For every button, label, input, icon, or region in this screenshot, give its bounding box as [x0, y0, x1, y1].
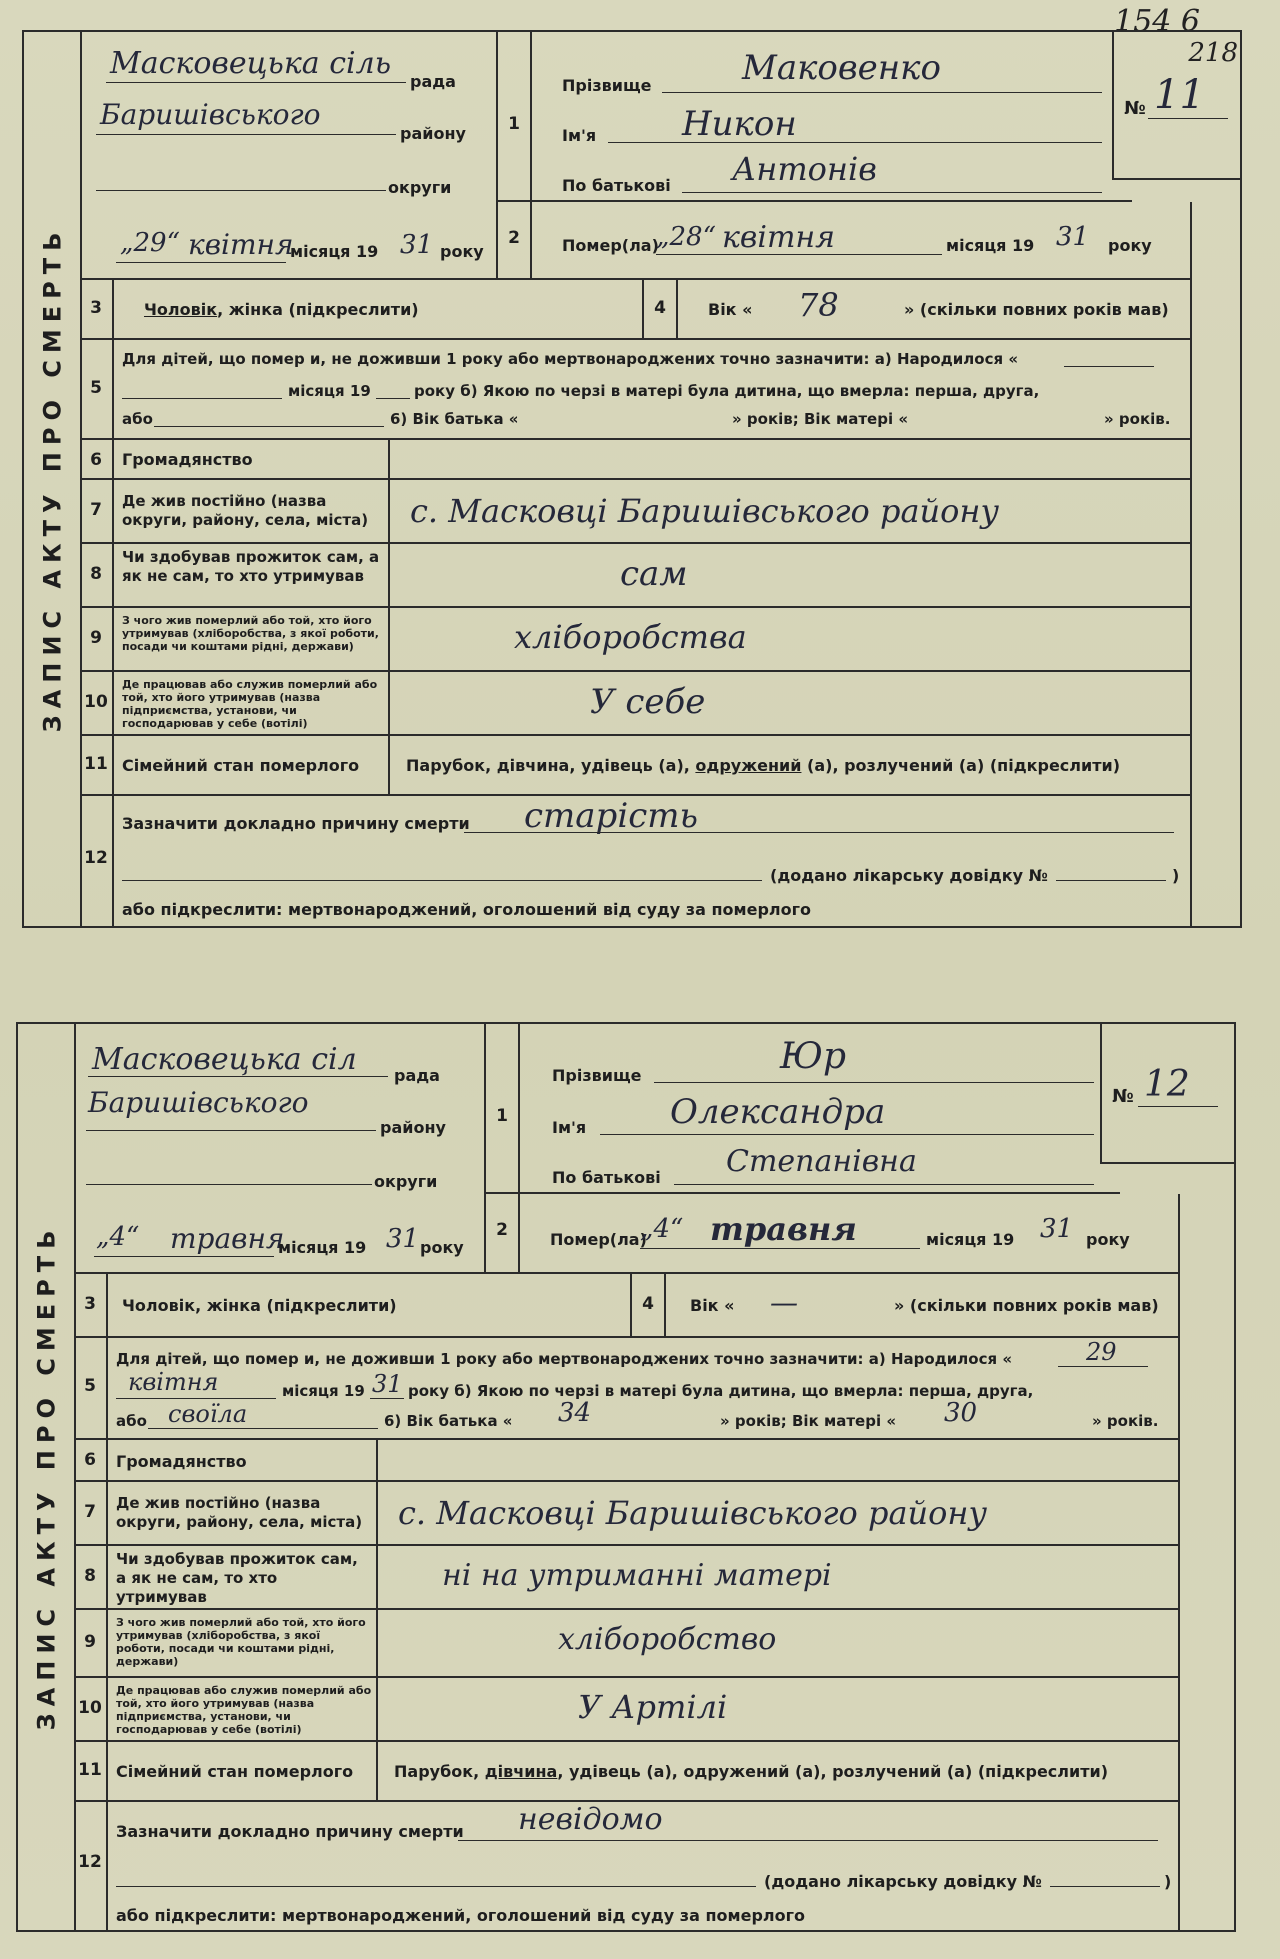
age-value: 78	[798, 286, 839, 324]
page-subnumber: 218	[1188, 38, 1238, 68]
death-month: квітня	[722, 220, 836, 255]
reg-date-year: 31	[400, 230, 434, 260]
death-day: „28“	[656, 222, 716, 252]
residence-row	[378, 1482, 1180, 1546]
workplace-value: У себе	[590, 682, 706, 722]
citizenship-value	[390, 440, 1192, 480]
children-row: Для дітей, що помер и, не доживши 1 року або мертвонароджених точно зазначити: а) Народилося « 29 квітня місяця 19 31 року б) Якою по черзі в матері була дитина, що вмерла: перша, друга, або своїла 6) Вік батька « 34 » років; Вік матері « 30 » років.	[108, 1338, 1180, 1440]
record-number: 11	[1154, 72, 1205, 118]
death-record-form-2: ЗАПИС АКТУ ПРО СМЕРТЬ Масковецька сіл рада Баришівського району округи „4“ травня місяця 19 31 року 1 2 Прізвище Юр Ім'я Олександра По батькові Степанівна № 12 Помер(ла) „4“ травня місяця 19 31 року 3 Чоловік, жінка (підкреслити) 4 Вік « — » (скільки повних років мав) 5 Для дітей, що помер и, не доживши 1 року або мертвонароджених точно зазначити: а) Народилося « 29 квітня місяця 19 31 року б) Якою по черзі в матері була дитина, що вмерла: перша, друга, або своїла 6) Вік батька « 34 » років; Вік матері « 30 » років. 6 Громадянство 7 Де жив постійно (назва округи, району, села, міста) с. Масковці Баришівського району 8 Чи здобував прожиток сам, а як не сам, то хто утримував ні на утриманні матері 9 З чого жив померлий або той, хто його утримував (хліборобства, з якої роботи, посади чи коштами рідні, держави) хліборобство 10 Де працював або служив померлий або той, хто його утримував (назва підприємства, установи, чи господарював у себе (вотілі) У Артілі 11 Сімейний стан померлого Парубок, дівчина, удівець (а), одружений (а), розлучений (а) (підкреслити) 12 Зазначити докладно причину смерти невідомо (додано лікарську довідку № ) або підкреслити: мертвонароджений, оголошений від суду за померлого	[16, 1022, 1236, 1932]
cause-row: Зазначити докладно причину смерти невідомо (додано лікарську довідку № ) або підкреслити: мертвонароджений, оголошений від суду за померлого	[108, 1802, 1180, 1932]
reg-date-day: „4“	[96, 1222, 140, 1252]
source-value: хліборобства	[514, 618, 747, 656]
workplace-row	[390, 672, 1192, 736]
name-block: Прізвище Маковенко Ім'я Никон По батькові Антонів	[532, 32, 1132, 202]
death-record-form-1: ЗАПИС АКТУ ПРО СМЕРТЬ Масковецька сіль рада Баришівського району округи „29“ квітня місяця 19 31 року 1 2 Прізвище Маковенко Ім'я Никон По батькові Антонів № 11 Помер(ла) „28“ квітня місяця 19 31 року 3 Чоловік, жінка (підкреслити) 4 Вік « 78 » (скільки повних років мав) 5 Для дітей, що помер и, не доживши 1 року або мертвонароджених точно зазначити: а) Народилося « місяця 19 року б) Якою по черзі в матері була дитина, що вмерла: перша, друга, або 6) Вік батька « » років; Вік матері « » років. 6 Громадянство 7 Де жив постійно (назва округи, району, села, міста) с. Масковці Баришівського району 8 Чи здобував прожиток сам, а як не сам, то хто утримував сам 9 З чого жив померлий або той, хто його утримував (хліборобства, з якої роботи, посади чи коштами рідні, держави) хліборобства 10 Де працював або служив померлий або той, хто його утримував (назва підприємства, установи, чи господарював у себе (вотілі) У себе 11 Сімейний стан померлого Парубок, дівчина, удівець (а), одружений (а), розлучений (а) (підкреслити) 12 Зазначити докладно причину смерти старість (додано лікарську довідку № ) або підкреслити: мертвонароджений, оголошений від суду за померлого	[22, 30, 1242, 928]
cause-value: невідомо	[518, 1802, 663, 1837]
surname-value: Юр	[780, 1036, 847, 1077]
livelihood-row	[378, 1546, 1180, 1610]
reg-date-month: травня	[170, 1222, 285, 1255]
children-row: Для дітей, що помер и, не доживши 1 року або мертвонароджених точно зазначити: а) Народилося « місяця 19 року б) Якою по черзі в матері була дитина, що вмерла: перша, друга, або 6) Вік батька « » років; Вік матері « » років.	[114, 340, 1192, 440]
age-row: Вік « 78 » (скільки повних років мав)	[678, 280, 1192, 340]
district-value: Баришівського	[100, 98, 321, 131]
name-block: Прізвище Юр Ім'я Олександра По батькові Степанівна	[520, 1024, 1120, 1194]
workplace-value: У Артілі	[578, 1688, 728, 1726]
source-row	[390, 608, 1192, 672]
livelihood-row	[390, 544, 1192, 608]
death-year: 31	[1040, 1214, 1074, 1244]
reg-date-year: 31	[386, 1224, 420, 1254]
residence-row	[390, 480, 1192, 544]
sex-row: Чоловік, жінка (підкреслити)	[108, 1274, 632, 1338]
name-value: Никон	[682, 104, 797, 144]
workplace-row	[378, 1678, 1180, 1742]
record-number: 12	[1144, 1064, 1190, 1105]
side-title: ЗАПИС АКТУ ПРО СМЕРТЬ	[24, 32, 82, 926]
council-value: Масковецька сіл	[92, 1042, 357, 1077]
cause-value: старість	[524, 796, 698, 836]
death-day: „4“	[640, 1214, 684, 1244]
residence-value: с. Масковці Баришівського району	[410, 492, 1000, 530]
death-date-row: Помер(ла) „4“ травня місяця 19 31 року	[520, 1194, 1180, 1274]
page-number: 154 6	[1114, 4, 1200, 39]
child-order: своїла	[168, 1400, 248, 1428]
born-month: квітня	[128, 1368, 219, 1396]
patronymic-value: Антонів	[732, 150, 877, 188]
age-row: Вік « — » (скільки повних років мав)	[666, 1274, 1180, 1338]
death-year: 31	[1056, 222, 1090, 252]
registration-block: Масковецька сіль рада Баришівського району округи „29“ квітня місяця 19 31 року	[80, 32, 498, 280]
cause-row: Зазначити докладно причину смерти старість (додано лікарську довідку № ) або підкреслити: мертвонароджений, оголошений від суду за померлого	[114, 796, 1192, 928]
record-number-box: № 12	[1100, 1024, 1236, 1164]
marital-row: Парубок, дівчина, удівець (а), одружений (а), розлучений (а) (підкреслити)	[390, 736, 1192, 796]
registration-block: Масковецька сіл рада Баришівського району округи „4“ травня місяця 19 31 року	[74, 1024, 486, 1274]
reg-date-day: „29“	[120, 228, 180, 258]
age-value: —	[770, 1286, 798, 1319]
citizenship-value	[378, 1440, 1180, 1482]
residence-value: с. Масковці Баришівського району	[398, 1494, 988, 1532]
district-value: Баришівського	[88, 1086, 309, 1119]
death-date-row: Помер(ла) „28“ квітня місяця 19 31 року	[532, 202, 1192, 280]
surname-value: Маковенко	[742, 48, 941, 88]
father-age: 34	[558, 1398, 592, 1428]
name-value: Олександра	[670, 1092, 886, 1132]
reg-date-month: квітня	[188, 228, 294, 261]
livelihood-value: сам	[620, 554, 688, 594]
livelihood-value: ні на утриманні матері	[442, 1558, 832, 1593]
source-value: хліборобство	[558, 1622, 777, 1657]
born-year: 31	[372, 1370, 403, 1398]
born-day: 29	[1086, 1338, 1117, 1366]
death-month: травня	[710, 1210, 857, 1248]
source-row	[378, 1610, 1180, 1678]
mother-age: 30	[944, 1398, 978, 1428]
patronymic-value: Степанівна	[726, 1144, 917, 1179]
record-number-box: № 11	[1112, 32, 1242, 180]
sex-row: Чоловік, жінка (підкреслити)	[114, 280, 644, 340]
council-value: Масковецька сіль	[110, 46, 392, 81]
marital-row: Парубок, дівчина, удівець (а), одружений (а), розлучений (а) (підкреслити)	[378, 1742, 1180, 1802]
side-title: ЗАПИС АКТУ ПРО СМЕРТЬ	[18, 1024, 76, 1930]
